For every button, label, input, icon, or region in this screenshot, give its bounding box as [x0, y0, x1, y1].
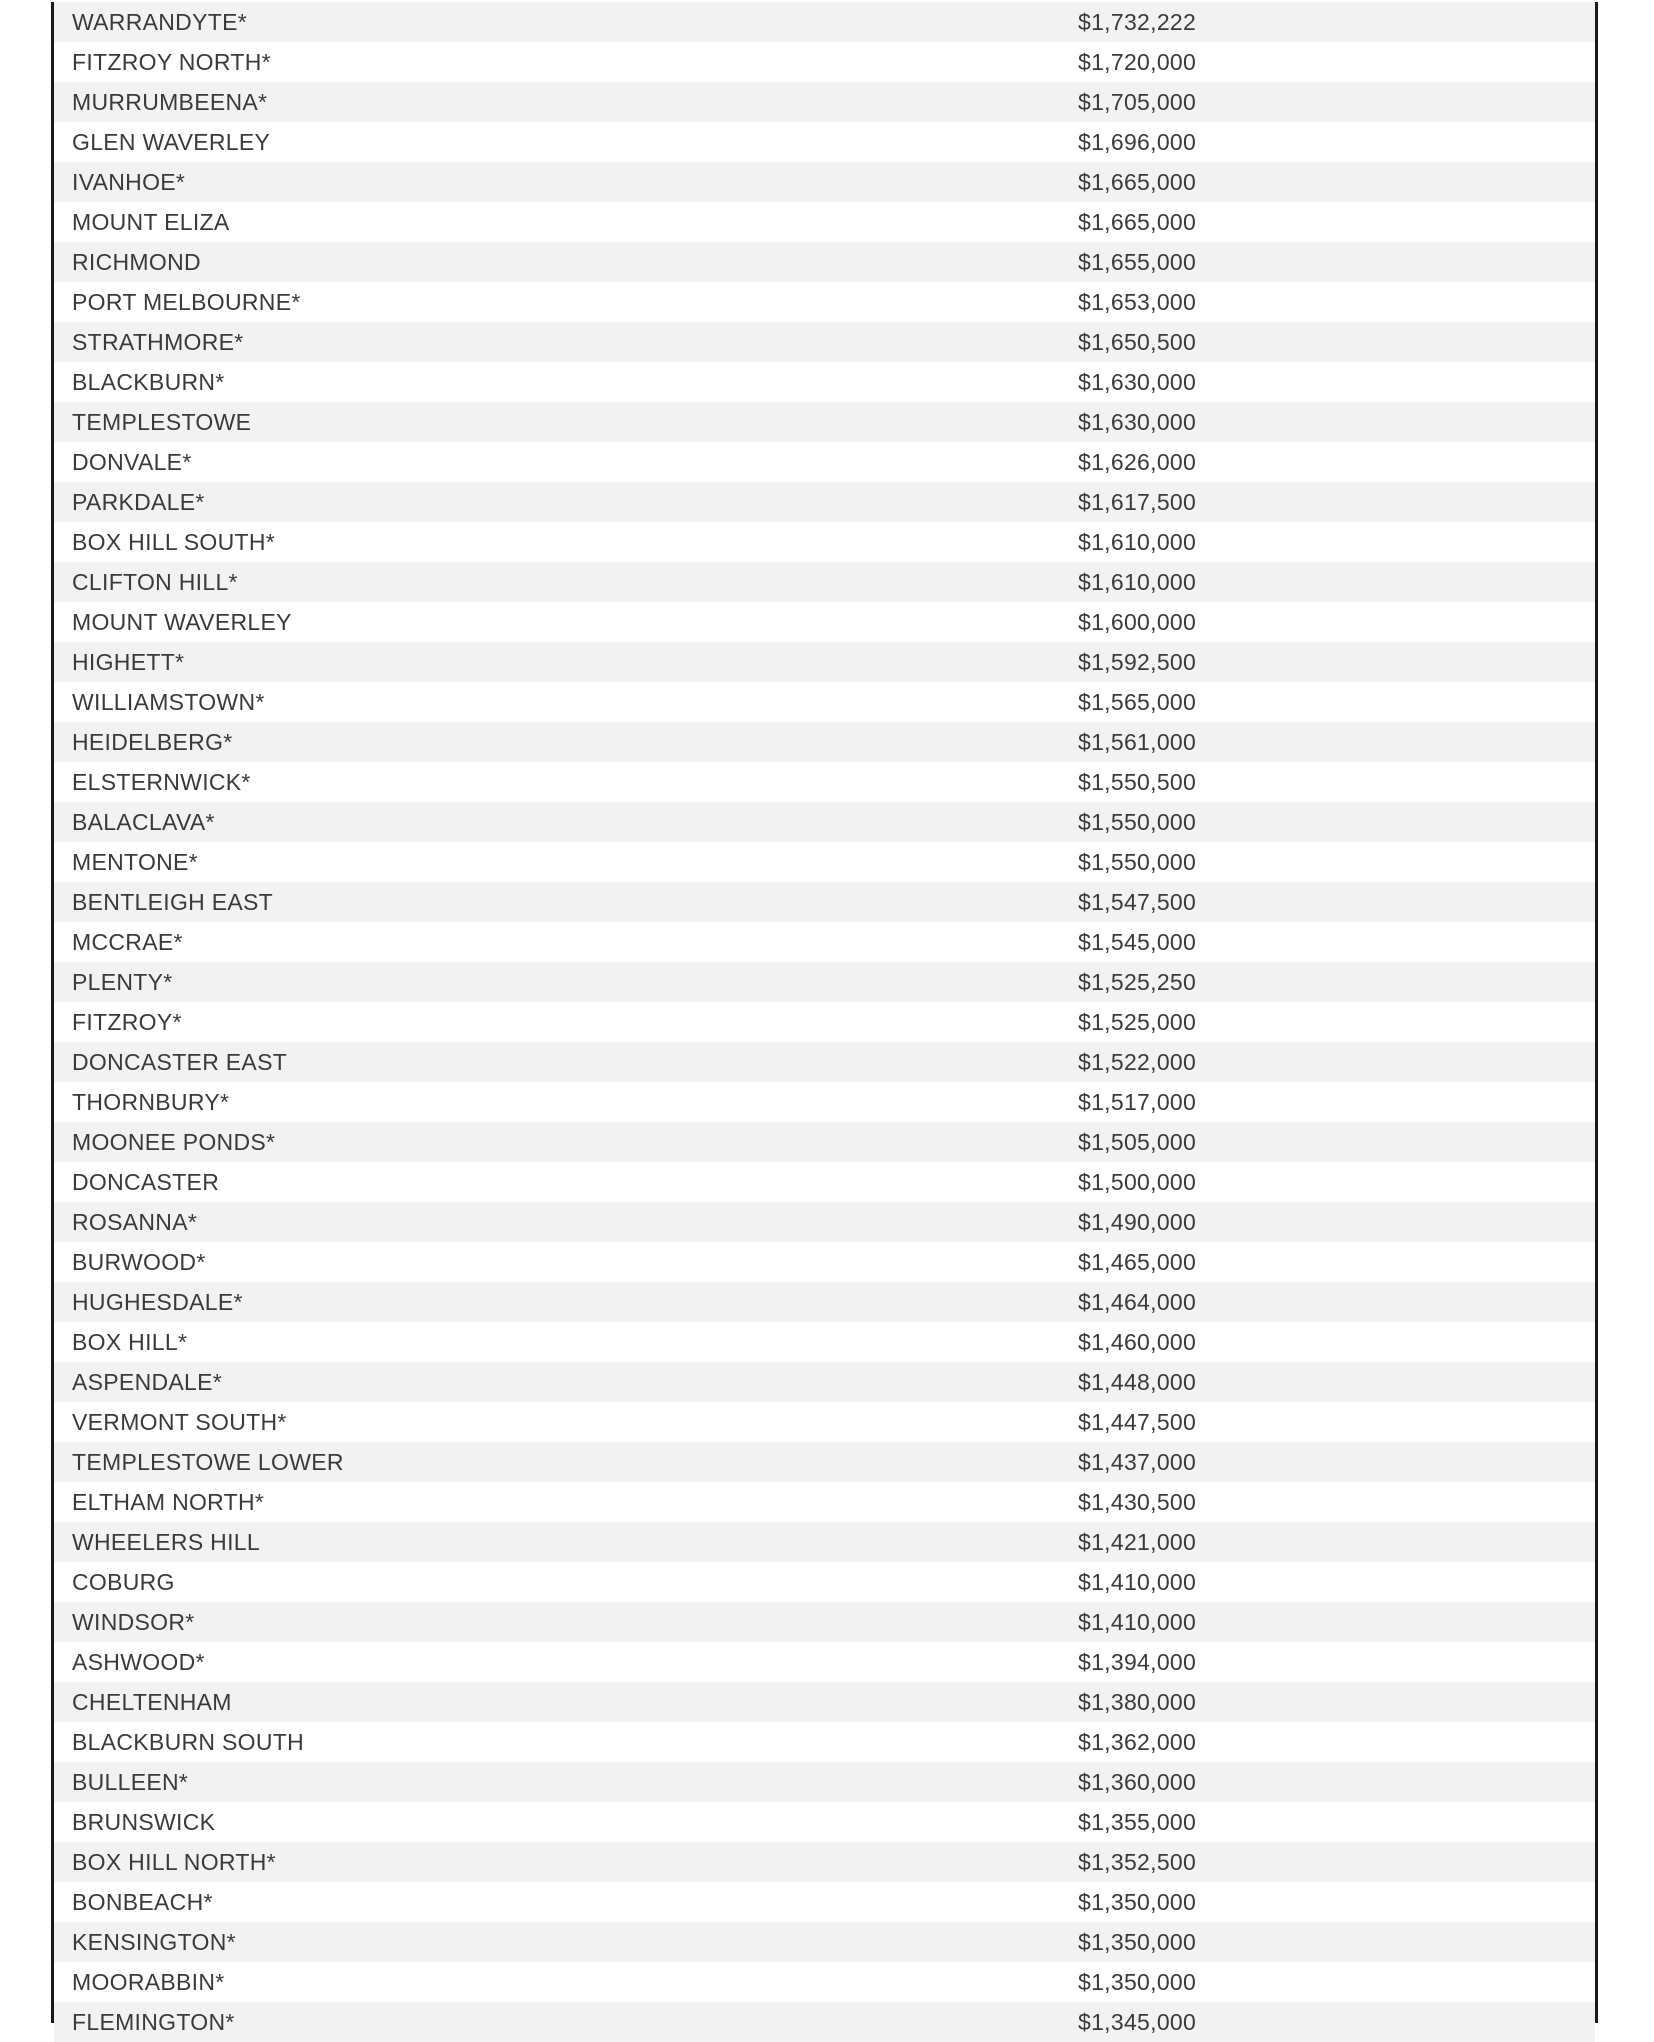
median-price: $1,617,500 [1078, 489, 1197, 515]
suburb-name: HIGHETT* [72, 649, 185, 675]
suburb-name: COBURG [72, 1569, 175, 1595]
suburb-name: MOUNT WAVERLEY [72, 609, 292, 635]
table-row [54, 1922, 1595, 1962]
median-price: $1,522,000 [1078, 1049, 1197, 1075]
suburb-name: BLACKBURN* [72, 369, 225, 395]
table-row [54, 482, 1595, 522]
median-price: $1,665,000 [1078, 209, 1197, 235]
table-row [54, 1482, 1595, 1522]
suburb-name: WARRANDYTE* [72, 9, 247, 35]
median-price: $1,626,000 [1078, 449, 1197, 475]
suburb-name: WHEELERS HILL [72, 1529, 260, 1555]
median-price: $1,665,000 [1078, 169, 1197, 195]
table-row [54, 362, 1595, 402]
median-price: $1,550,000 [1078, 809, 1197, 835]
suburb-name: GLEN WAVERLEY [72, 129, 271, 155]
table-row [54, 882, 1595, 922]
median-price: $1,350,000 [1078, 1929, 1197, 1955]
median-price: $1,410,000 [1078, 1569, 1197, 1595]
table-row [54, 922, 1595, 962]
suburb-name: ASHWOOD* [72, 1649, 205, 1675]
table-row [54, 1122, 1595, 1162]
suburb-name: BRUNSWICK [72, 1809, 216, 1835]
suburb-name: DONCASTER EAST [72, 1049, 288, 1075]
table-row [54, 402, 1595, 442]
median-price: $1,561,000 [1078, 729, 1197, 755]
median-price: $1,362,000 [1078, 1729, 1197, 1755]
table-row [54, 1242, 1595, 1282]
suburb-name: THORNBURY* [72, 1089, 230, 1115]
table-row [54, 802, 1595, 842]
table-row [54, 1642, 1595, 1682]
median-price: $1,421,000 [1078, 1529, 1197, 1555]
table-row [54, 1442, 1595, 1482]
table-row [54, 1842, 1595, 1882]
table-row [54, 1322, 1595, 1362]
suburb-name: BULLEEN* [72, 1769, 189, 1795]
table-row [54, 522, 1595, 562]
median-price: $1,610,000 [1078, 569, 1197, 595]
median-price: $1,655,000 [1078, 249, 1197, 275]
table-row [54, 282, 1595, 322]
median-price: $1,380,000 [1078, 1689, 1197, 1715]
suburb-name: BLACKBURN SOUTH [72, 1729, 304, 1755]
table-row [54, 642, 1595, 682]
suburb-name: ELSTERNWICK* [72, 769, 251, 795]
suburb-name: MOORABBIN* [72, 1969, 225, 1995]
table-row [54, 1522, 1595, 1562]
suburb-price-table [51, 2, 1598, 2035]
table-row [54, 762, 1595, 802]
table-row [54, 82, 1595, 122]
table-row [54, 722, 1595, 762]
median-price: $1,448,000 [1078, 1369, 1197, 1395]
median-price: $1,410,000 [1078, 1609, 1197, 1635]
suburb-name: WINDSOR* [72, 1609, 195, 1635]
suburb-name: TEMPLESTOWE LOWER [72, 1449, 344, 1475]
suburb-name: MCCRAE* [72, 929, 183, 955]
suburb-name: KENSINGTON* [72, 1929, 236, 1955]
median-price: $1,360,000 [1078, 1769, 1197, 1795]
median-price: $1,352,500 [1078, 1849, 1197, 1875]
table-row [54, 1882, 1595, 1922]
table-row [54, 1042, 1595, 1082]
suburb-name: FLEMINGTON* [72, 2009, 235, 2035]
suburb-name: FITZROY NORTH* [72, 49, 271, 75]
suburb-name: BOX HILL NORTH* [72, 1849, 276, 1875]
suburb-name: ASPENDALE* [72, 1369, 223, 1395]
median-price: $1,600,000 [1078, 609, 1197, 635]
median-price: $1,394,000 [1078, 1649, 1197, 1675]
suburb-name: BOX HILL* [72, 1329, 188, 1355]
suburb-name: RICHMOND [72, 249, 201, 275]
table-row [54, 1002, 1595, 1042]
table-row [54, 442, 1595, 482]
median-price: $1,565,000 [1078, 689, 1197, 715]
suburb-name: PARKDALE* [72, 489, 205, 515]
table-row [54, 562, 1595, 602]
table-row [54, 42, 1595, 82]
table-row [54, 1682, 1595, 1722]
suburb-name: ELTHAM NORTH* [72, 1489, 265, 1515]
suburb-name: TEMPLESTOWE [72, 409, 252, 435]
median-price: $1,525,000 [1078, 1009, 1197, 1035]
table-row [54, 682, 1595, 722]
table-row [54, 1802, 1595, 1842]
suburb-name: BOX HILL SOUTH* [72, 529, 276, 555]
table-row [54, 1762, 1595, 1802]
table-row [54, 1162, 1595, 1202]
table-row [54, 202, 1595, 242]
median-price: $1,350,000 [1078, 1889, 1197, 1915]
suburb-name: HEIDELBERG* [72, 729, 233, 755]
median-price: $1,500,000 [1078, 1169, 1197, 1195]
suburb-name: MURRUMBEENA* [72, 89, 268, 115]
suburb-name: DONCASTER [72, 1169, 220, 1195]
median-price: $1,550,000 [1078, 849, 1197, 875]
median-price: $1,732,222 [1078, 9, 1197, 35]
table-row [54, 1082, 1595, 1122]
median-price: $1,592,500 [1078, 649, 1197, 675]
median-price: $1,705,000 [1078, 89, 1197, 115]
suburb-name: MOUNT ELIZA [72, 209, 230, 235]
table-row [54, 1282, 1595, 1322]
median-price: $1,345,000 [1078, 2009, 1197, 2035]
suburb-name: CLIFTON HILL* [72, 569, 238, 595]
suburb-name: MENTONE* [72, 849, 198, 875]
median-price: $1,547,500 [1078, 889, 1197, 915]
table-row [54, 322, 1595, 362]
median-price: $1,545,000 [1078, 929, 1197, 955]
suburb-name: WILLIAMSTOWN* [72, 689, 265, 715]
median-price: $1,550,500 [1078, 769, 1197, 795]
table-row [54, 1402, 1595, 1442]
table-row [54, 1202, 1595, 1242]
suburb-name: HUGHESDALE* [72, 1289, 243, 1315]
suburb-name: BENTLEIGH EAST [72, 889, 274, 915]
median-price: $1,517,000 [1078, 1089, 1197, 1115]
suburb-name: STRATHMORE* [72, 329, 244, 355]
median-price: $1,465,000 [1078, 1249, 1197, 1275]
table-row [54, 1562, 1595, 1602]
suburb-name: BURWOOD* [72, 1249, 206, 1275]
table-row [54, 2002, 1595, 2042]
median-price: $1,350,000 [1078, 1969, 1197, 1995]
table-row [54, 122, 1595, 162]
median-price: $1,610,000 [1078, 529, 1197, 555]
suburb-name: BONBEACH* [72, 1889, 213, 1915]
table-row [54, 242, 1595, 282]
suburb-name: DONVALE* [72, 449, 192, 475]
median-price: $1,437,000 [1078, 1449, 1197, 1475]
suburb-name: MOONEE PONDS* [72, 1129, 276, 1155]
median-price: $1,525,250 [1078, 969, 1197, 995]
median-price: $1,630,000 [1078, 369, 1197, 395]
suburb-name: BALACLAVA* [72, 809, 215, 835]
median-price: $1,696,000 [1078, 129, 1197, 155]
median-price: $1,460,000 [1078, 1329, 1197, 1355]
suburb-name: FITZROY* [72, 1009, 182, 1035]
table-row [54, 962, 1595, 1002]
median-price: $1,650,500 [1078, 329, 1197, 355]
table-row [54, 1602, 1595, 1642]
table-row [54, 602, 1595, 642]
median-price: $1,447,500 [1078, 1409, 1197, 1435]
median-price: $1,653,000 [1078, 289, 1197, 315]
median-price: $1,430,500 [1078, 1489, 1197, 1515]
table-row [54, 1962, 1595, 2002]
table-row [54, 2, 1595, 42]
median-price: $1,720,000 [1078, 49, 1197, 75]
suburb-name: PORT MELBOURNE* [72, 289, 301, 315]
suburb-name: IVANHOE* [72, 169, 186, 195]
table-row [54, 1362, 1595, 1402]
table-row [54, 842, 1595, 882]
median-price: $1,490,000 [1078, 1209, 1197, 1235]
suburb-name: PLENTY* [72, 969, 173, 995]
median-price: $1,464,000 [1078, 1289, 1197, 1315]
suburb-name: CHELTENHAM [72, 1689, 232, 1715]
median-price: $1,630,000 [1078, 409, 1197, 435]
suburb-name: ROSANNA* [72, 1209, 198, 1235]
table-row [54, 162, 1595, 202]
suburb-name: VERMONT SOUTH* [72, 1409, 287, 1435]
median-price: $1,505,000 [1078, 1129, 1197, 1155]
table-row [54, 1722, 1595, 1762]
median-price: $1,355,000 [1078, 1809, 1197, 1835]
